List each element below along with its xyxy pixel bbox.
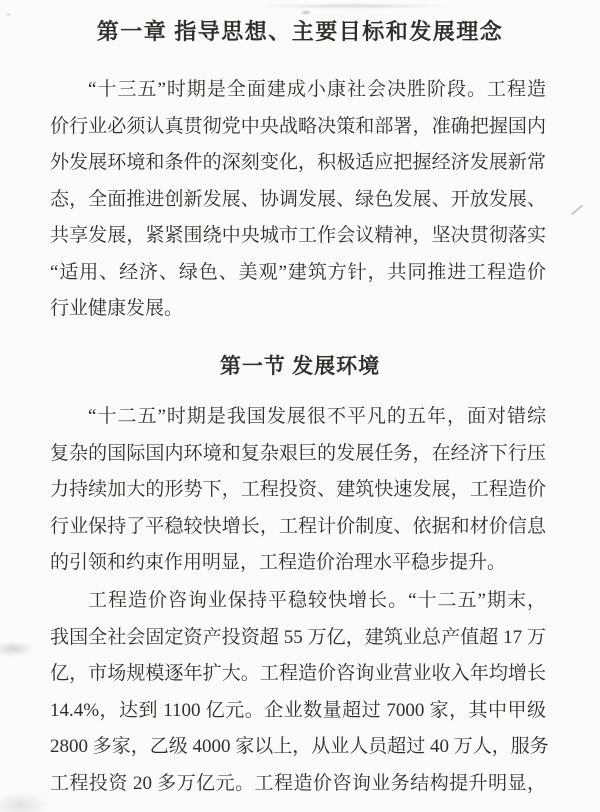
text-line: 外发展环境和条件的深刻变化，积极适应把握经济发展新常 [50,152,546,173]
text-line: 我国全社会固定资产投资超 55 万亿，建筑业总产值超 17 万 [50,626,546,648]
text-line: “十三五”时期是全面建成小康社会决胜阶段。工程造 [88,79,546,100]
scan-smudge [0,641,34,657]
text-line: 14.4%，达到 1100 亿元。企业数量超过 7000 家，其中甲级 [50,699,546,721]
text-line: “适用、经济、绿色、美观”建筑方针，共同推进工程造价 [50,261,546,283]
text-line: 行业健康发展。 [50,298,184,319]
scan-mark [571,205,583,216]
text-line: 复杂的国际国内环境和复杂艰巨的发展任务，在经济下行压 [50,442,546,464]
text-line: 2800 多家，乙级 4000 家以上，从业人员超过 40 万人，服务 [50,736,549,757]
text-line: 工程造价咨询业保持平稳较快增长。“十二五”期末， [88,590,546,611]
paragraph-1 [50,72,546,328]
text-line: “十二五”时期是我国发展很不平凡的五年，面对错综 [88,406,546,427]
text-line: 价行业必须认真贯彻党中央战略决策和部署，准确把握国内 [50,115,546,137]
text-line: 态，全面推进创新发展、协调发展、绿色发展、开放发展、 [50,188,546,210]
text-line: 共享发展，紧紧围绕中央城市工作会议精神，坚决贯彻落实 [50,225,546,246]
section-title: 第一节 发展环境 [219,354,381,378]
scan-shadow [0,792,50,812]
paragraph-3 [50,583,549,802]
text-line: 的引领和约束作用明显，工程造价治理水平稳步提升。 [50,552,507,573]
text-line: 行业保持了平稳较快增长，工程计价制度、依据和材价信息 [50,515,546,537]
chapter-title: 第一章 指导思想、主要目标和发展理念 [96,19,504,44]
scan-smudge [300,10,312,15]
paragraph-2 [50,399,546,582]
scan-smudge [260,3,450,9]
text-line: 亿，市场规模逐年扩大。工程造价咨询业营业收入年均增长 [50,663,546,684]
text-line: 工程投资 20 多万亿元。工程造价咨询业务结构提升明显， [50,772,546,794]
text-line: 力持续加大的形势下，工程投资、建筑快速发展，工程造价 [50,479,546,500]
